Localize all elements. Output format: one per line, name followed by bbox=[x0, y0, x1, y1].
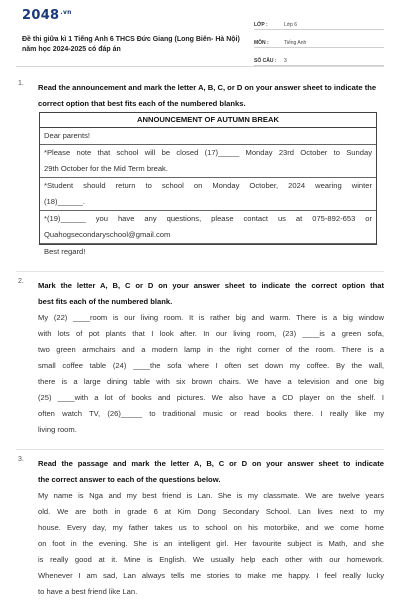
prompt-line: Mark the letter A, B, C or D on your answer sheet to indicate the correct option that bbox=[38, 281, 384, 290]
passage-best-friend bbox=[38, 488, 384, 600]
announcement-line: *Student should return to school on Monday October, 2024 wearing winter bbox=[44, 181, 372, 190]
logo-text: 2048 bbox=[22, 8, 60, 23]
announcement-line: 29th October for the Mid Term break. bbox=[44, 164, 168, 173]
passage-line: (25) ____with a lot of books and pictures. We also have a CD player on the shelf. I bbox=[38, 393, 384, 402]
meta-class-value: Lớp 6 bbox=[284, 22, 298, 28]
announcement-line: *(19)______ you have any questions, please contact us at 075-892-653 or bbox=[44, 214, 372, 223]
meta-count-row bbox=[254, 52, 384, 66]
question-2 bbox=[18, 278, 384, 448]
question-number: 1. bbox=[18, 80, 24, 87]
announcement-closure-note bbox=[40, 145, 376, 178]
meta-subject-row bbox=[254, 34, 384, 48]
question-separator bbox=[16, 271, 384, 272]
announcement-title: ANNOUNCEMENT OF AUTUMN BREAK bbox=[40, 113, 376, 128]
meta-count-label: SỐ CÂU : bbox=[254, 58, 277, 64]
question-prompt bbox=[38, 456, 384, 488]
passage-line: two green armchairs and a modern lamp in the right corner of the room. There is a bbox=[38, 345, 384, 354]
passage-line: old. We are both in grade 6 at Kim Dong Secondary School. Lan lives next to my bbox=[38, 507, 384, 516]
passage-line: small coffee table (24) ____the sofa where I often set down my coffee. By the wall, bbox=[38, 361, 384, 370]
logo-tld: .vn bbox=[60, 8, 72, 16]
announcement-line: Quahogsecondaryschool@gmail.com bbox=[44, 230, 171, 239]
passage-line: My (22) ____room is our living room. It is rather big and warm. There is a big window bbox=[38, 313, 384, 322]
question-1 bbox=[18, 80, 384, 270]
passage-living-room bbox=[38, 310, 384, 438]
meta-count-value: 3 bbox=[284, 58, 287, 64]
question-prompt bbox=[38, 278, 384, 310]
question-number: 3. bbox=[18, 456, 24, 463]
question-number: 2. bbox=[18, 278, 24, 285]
prompt-line: the correct answer to each of the questions below. bbox=[38, 475, 221, 484]
meta-panel bbox=[254, 16, 384, 70]
meta-subject-label: MÔN : bbox=[254, 40, 269, 46]
meta-class-row bbox=[254, 16, 384, 30]
passage-line: with lots of pot plants that I look after. In our living room, (23) ____is a green sofa, bbox=[38, 329, 384, 338]
site-logo[interactable] bbox=[22, 8, 72, 23]
announcement-return-note bbox=[40, 178, 376, 211]
passage-line: Whenever I am sad, Lan always tells me stories to make me happy. I feel really lucky bbox=[38, 571, 384, 580]
document-header bbox=[12, 8, 388, 62]
question-separator bbox=[16, 449, 384, 450]
announcement-line: *Please note that school will be closed (17)_____ Monday 23rd October to Sunday bbox=[44, 148, 372, 157]
passage-line: on foot in the evening. She is an intelligent girl. Her favourite subject is Math, and she bbox=[38, 539, 384, 548]
announcement-line: (18)______. bbox=[44, 197, 85, 206]
passage-line: there is a large dining table with six brown chairs. We have a television and one big bbox=[38, 377, 384, 386]
prompt-line: best fits each of the numbered blank. bbox=[38, 297, 173, 306]
prompt-line: Read the passage and mark the letter A, B, C or D on your answer sheet to indicate bbox=[38, 459, 384, 468]
announcement-contact-note bbox=[40, 211, 376, 244]
question-3 bbox=[18, 456, 384, 600]
header-divider bbox=[16, 66, 384, 67]
meta-subject-value: Tiếng Anh bbox=[284, 40, 307, 46]
document-title: Đề thi giữa kì 1 Tiếng Anh 6 THCS Đức Giang (Long Biên- Hà Nội) năm học 2024-2025 có đáp án bbox=[22, 36, 240, 53]
passage-line: often watch TV, (26)_____ to traditional music or read books there. I really like my bbox=[38, 409, 384, 418]
passage-line: to have a best friend like Lan. bbox=[38, 587, 138, 596]
announcement-box bbox=[39, 112, 377, 256]
passage-line: My name is Nga and my best friend is Lan. She is my classmate. We are twelve years bbox=[38, 491, 384, 500]
question-prompt: Read the announcement and mark the letter A, B, C, or D on your answer sheet to indicate the correct option that best fits each of the numbered blanks. bbox=[38, 83, 377, 108]
passage-line: living room. bbox=[38, 425, 77, 434]
announcement-closing: Best regard! bbox=[44, 247, 86, 256]
passage-line: house. Every day, my father takes us to school on his motorbike, and we come home bbox=[38, 523, 384, 532]
passage-line: is really good at it. Mine is English. We usually help each other with our homework. bbox=[38, 555, 384, 564]
meta-class-label: LỚP : bbox=[254, 22, 268, 28]
announcement-greeting: Dear parents! bbox=[40, 128, 376, 145]
